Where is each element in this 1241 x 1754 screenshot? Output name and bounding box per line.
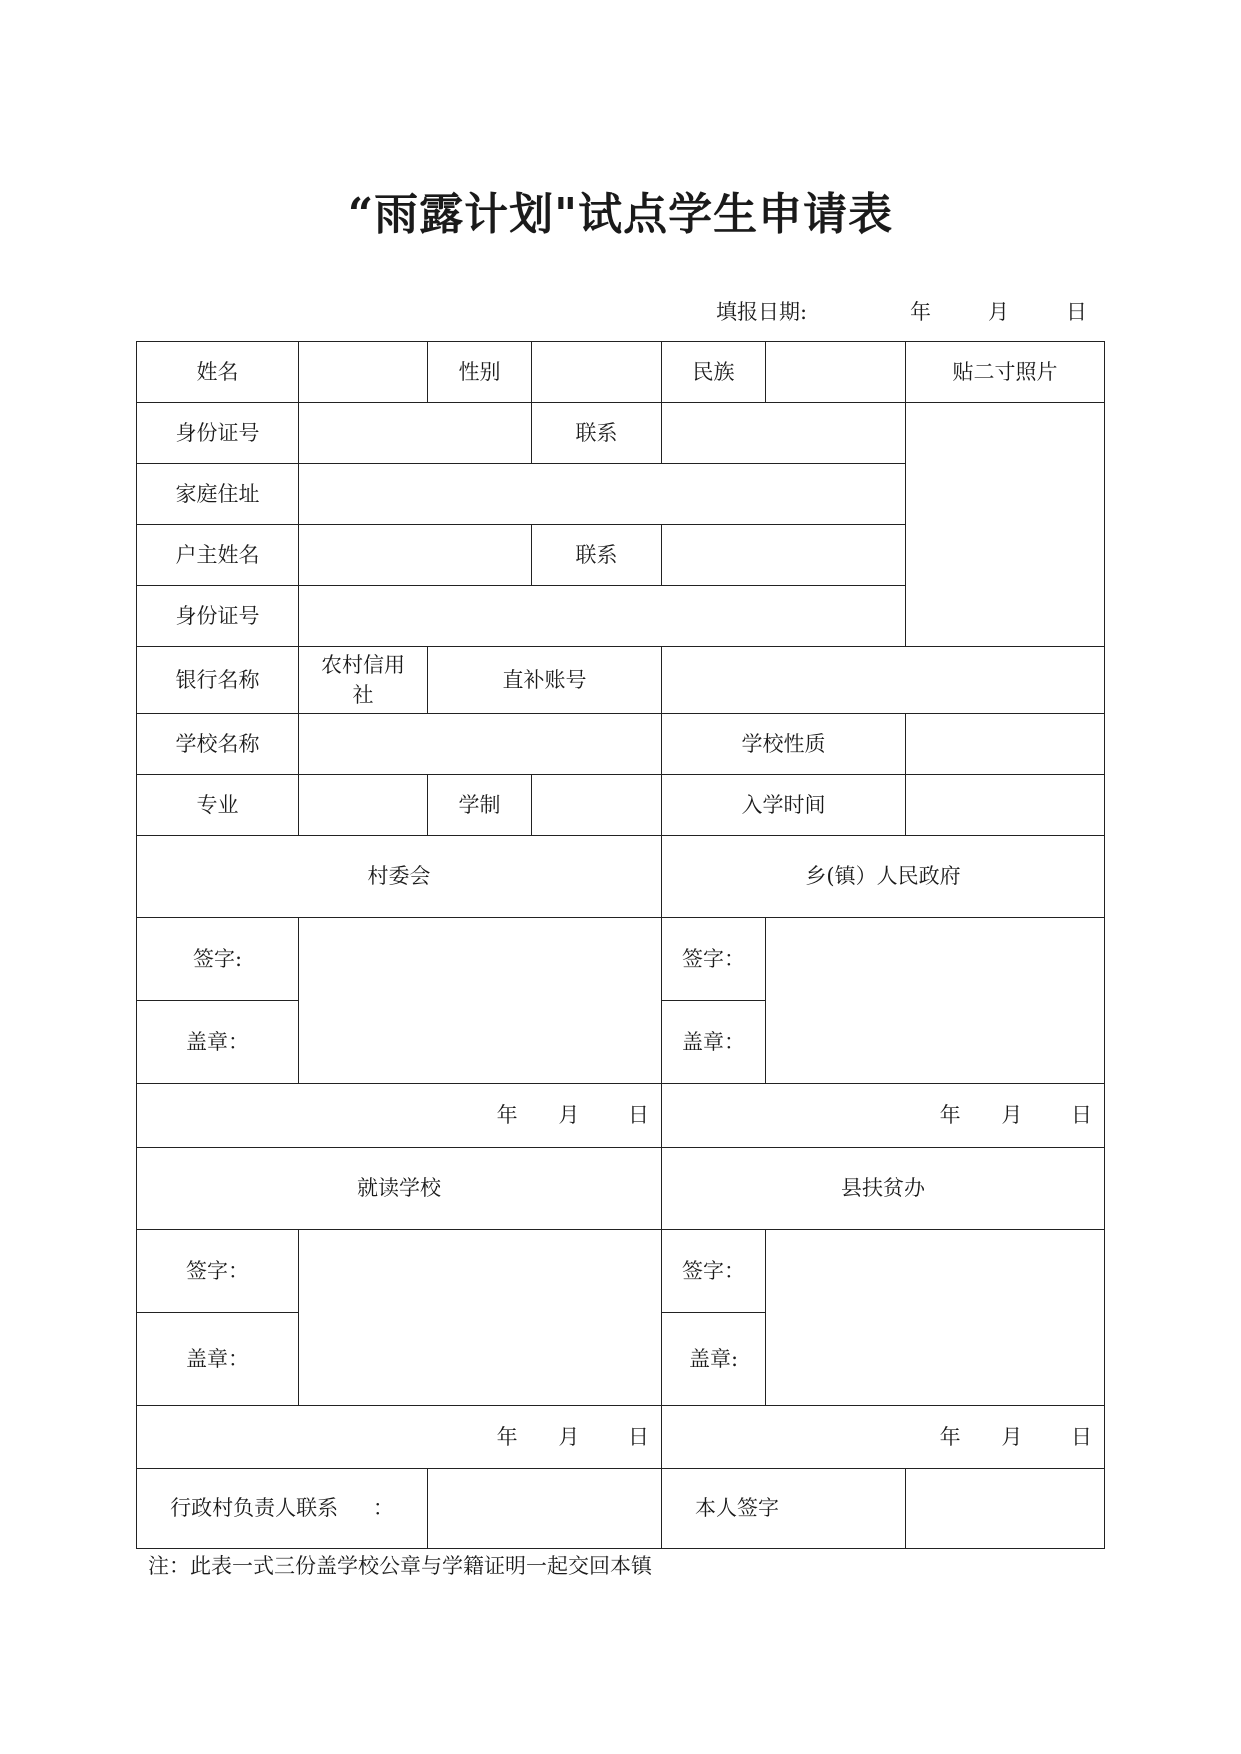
village-head-contact-field[interactable] [428,1469,662,1549]
school-seal-label: 盖章： [137,1313,299,1406]
village-date-month: 月 [558,1103,580,1128]
home-address-field[interactable] [299,464,906,525]
label-self-sign [662,1469,906,1549]
school-name-field[interactable] [299,714,662,775]
section-school-attended: 就读学校 [137,1148,662,1230]
fill-date-day: 日 [1066,300,1087,324]
county-date-month: 月 [1001,1424,1023,1449]
major-field[interactable] [299,775,428,836]
county-date-year: 年 [939,1424,961,1449]
label-id-number: 身份证号 [137,403,299,464]
village-date [137,1084,662,1148]
school-sign-area[interactable] [299,1230,662,1406]
self-sign-label-text: 本人签字 [695,1496,779,1521]
village-head-contact-colon: ： [372,1496,394,1521]
township-sign-label: 签字： [662,918,766,1001]
label-photo: 贴二寸照片 [906,342,1105,403]
school-date-month: 月 [558,1424,580,1449]
name-field[interactable] [299,342,428,403]
county-date [662,1406,1105,1469]
village-seal-label: 盖章： [137,1001,299,1084]
school-system-field[interactable] [532,775,662,836]
county-date-day: 日 [1071,1424,1092,1449]
bank-name-value: 农村信用社 [299,647,428,714]
county-sign-label: 签字： [662,1230,766,1313]
fill-date-label: 填报日期: [716,300,808,324]
contact-field[interactable] [662,403,906,464]
subsidy-account-field[interactable] [662,647,1105,714]
footnote: 注：此表一式三份盖学校公章与学籍证明一起交回本镇 [148,1554,652,1578]
label-village-head-contact [137,1469,428,1549]
school-sign-label: 签字： [137,1230,299,1313]
self-sign-field[interactable] [906,1469,1105,1549]
village-date-day: 日 [628,1103,649,1128]
householder-name-field[interactable] [299,525,532,586]
label-bank-name: 银行名称 [137,647,299,714]
school-type-field[interactable] [906,714,1105,775]
ethnicity-field[interactable] [766,342,906,403]
label-gender: 性别 [428,342,532,403]
id-number-field[interactable] [299,403,532,464]
label-id-number-2: 身份证号 [137,586,299,647]
label-major: 专业 [137,775,299,836]
label-school-type: 学校性质 [662,714,906,775]
label-home-address: 家庭住址 [137,464,299,525]
enroll-time-field[interactable] [906,775,1105,836]
application-form-table [136,341,1105,1549]
gender-field[interactable] [532,342,662,403]
village-head-contact-text: 行政村负责人联系 [170,1496,339,1521]
township-seal-label: 盖章： [662,1001,766,1084]
photo-area[interactable] [906,403,1105,647]
label-ethnicity: 民族 [662,342,766,403]
label-school-name: 学校名称 [137,714,299,775]
village-sign-label: 签字: [137,918,299,1001]
fill-date-month: 月 [988,300,1009,324]
school-date-day: 日 [628,1424,649,1449]
township-sign-area[interactable] [766,918,1105,1084]
label-subsidy-account: 直补账号 [428,647,662,714]
label-school-system: 学制 [428,775,532,836]
label-name: 姓名 [137,342,299,403]
township-date-year: 年 [939,1103,961,1128]
village-date-year: 年 [496,1103,518,1128]
township-date [662,1084,1105,1148]
label-contact: 联系 [532,403,662,464]
section-village-committee: 村委会 [137,836,662,918]
county-sign-area[interactable] [766,1230,1105,1406]
label-householder-name: 户主姓名 [137,525,299,586]
village-sign-area[interactable] [299,918,662,1084]
school-date-year: 年 [496,1424,518,1449]
label-enroll-time: 入学时间 [662,775,906,836]
county-seal-label: 盖章: [662,1313,766,1406]
contact-field-2[interactable] [662,525,906,586]
section-township-government: 乡(镇）人民政府 [662,836,1105,918]
school-date [137,1406,662,1469]
id-number-field-2[interactable] [299,586,906,647]
township-date-month: 月 [1001,1103,1023,1128]
section-county-poverty-office: 县扶贫办 [662,1148,1105,1230]
page-title: “雨露计划"试点学生申请表 [347,189,894,240]
label-contact-2: 联系 [532,525,662,586]
fill-date-year: 年 [910,300,931,324]
township-date-day: 日 [1071,1103,1092,1128]
